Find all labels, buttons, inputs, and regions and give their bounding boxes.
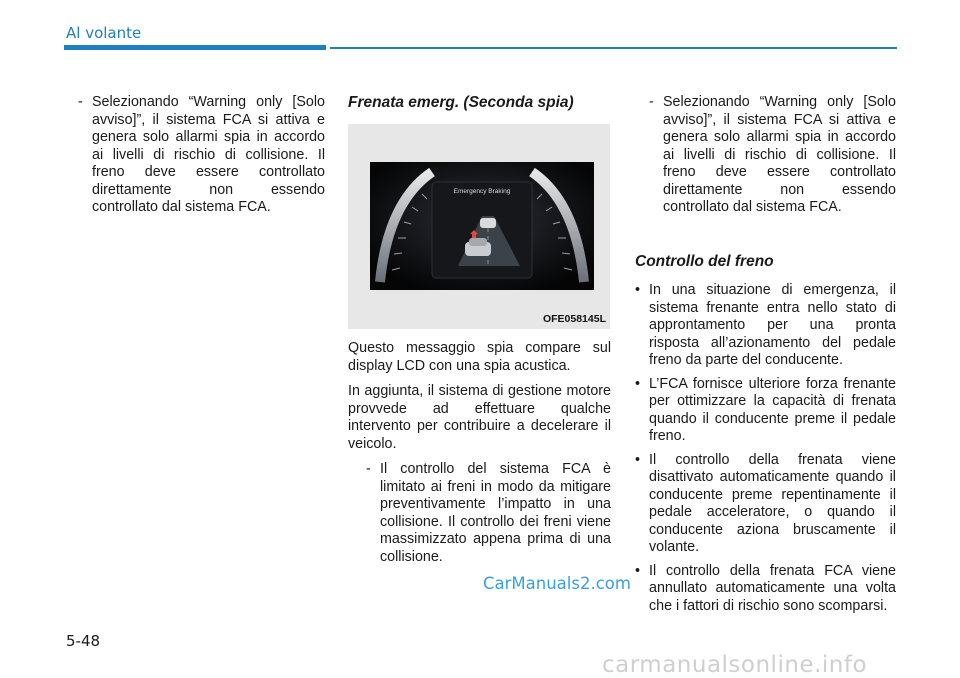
column-3 (649, 94, 896, 217)
cluster-display-image (370, 162, 594, 290)
dash-mark: - (78, 94, 83, 110)
bullet-item (635, 563, 896, 616)
bullet-mark: • (635, 282, 641, 298)
bullet-mark: • (635, 451, 641, 468)
dash-item-warning-only-2 (649, 94, 896, 217)
watermark-carmanuals2[interactable]: CarManuals2.com (483, 574, 631, 593)
dash-mark: - (366, 461, 371, 477)
figure-emergency-braking (348, 124, 610, 329)
cluster-graphic (370, 162, 594, 290)
column-2-body (348, 340, 611, 566)
watermark-carmanualsonline[interactable]: carmanualsonline.info (602, 652, 868, 678)
dash-item-text: Selezionando “Warning only [Solo avviso]”, il sistema FCA si attiva e genera solo allarmi spia in accordo ai livelli di rischio di collisione. Il freno deve essere controllato direttamente non essendo controllato dal sistema FCA. (663, 94, 896, 215)
header-rule-thin (330, 47, 897, 49)
paragraph-engine-management: In aggiunta, il sistema di gestione motore provvede ad effettuare qualche intervento per contribuire a decelerare il veicolo. (348, 383, 611, 452)
bullet-text: Il controllo della frenata FCA viene annullato automaticamente una volta che i fattori di rischio sono scomparsi. (649, 562, 896, 614)
heading-emergency-braking: Frenata emerg. (Seconda spia) (348, 94, 574, 111)
bullet-mark: • (635, 562, 641, 579)
dash-item-text: Il controllo del sistema FCA è limitato ai freni in modo da mitigare preventivamente l’impatto in una collisione. Il controllo dei freni viene massimizzato appena prima di una collisione. (380, 461, 611, 565)
figure-caption: OFE058145L (542, 313, 606, 325)
dash-item-text: Selezionando “Warning only [Solo avviso]”, il sistema FCA si attiva e genera solo allarmi spia in accordo ai livelli di rischio di collisione. Il freno deve essere controllato direttamente non essendo controllato dal sistema FCA. (92, 94, 325, 215)
bullet-item (635, 452, 896, 557)
column-1 (78, 94, 325, 217)
bullet-mark: • (635, 375, 641, 392)
dash-mark: - (649, 94, 654, 110)
paragraph-lcd-message: Questo messaggio spia compare sul display LCD con una spia acustica. (348, 340, 611, 374)
dash-item-warning-only (78, 94, 325, 217)
header-rule-thick (64, 45, 326, 50)
page-number: 5-48 (66, 632, 101, 650)
screen-title: Emergency Braking (453, 188, 511, 195)
bullet-item (635, 282, 896, 370)
brake-control-list (635, 282, 896, 621)
dash-item-fca-brake-control (366, 461, 611, 566)
bullet-text: L’FCA fornisce ulteriore forza frenante per ottimizzare la capacità di frenata quando il conducente preme il pedale freno. (649, 375, 896, 444)
heading-brake-control: Controllo del freno (635, 253, 774, 270)
bullet-item (635, 376, 896, 446)
section-title: Al volante (66, 24, 142, 42)
bullet-text: Il controllo della frenata viene disattivato automaticamente quando il conducente preme repentinamente il pedale acceleratore, o quando il conducente aziona bruscamente il volante. (649, 451, 896, 555)
bullet-text: In una situazione di emergenza, il sistema frenante entra nello stato di approntamento per una pronta risposta all’azionamento del pedale freno da parte del conducente. (649, 282, 896, 368)
